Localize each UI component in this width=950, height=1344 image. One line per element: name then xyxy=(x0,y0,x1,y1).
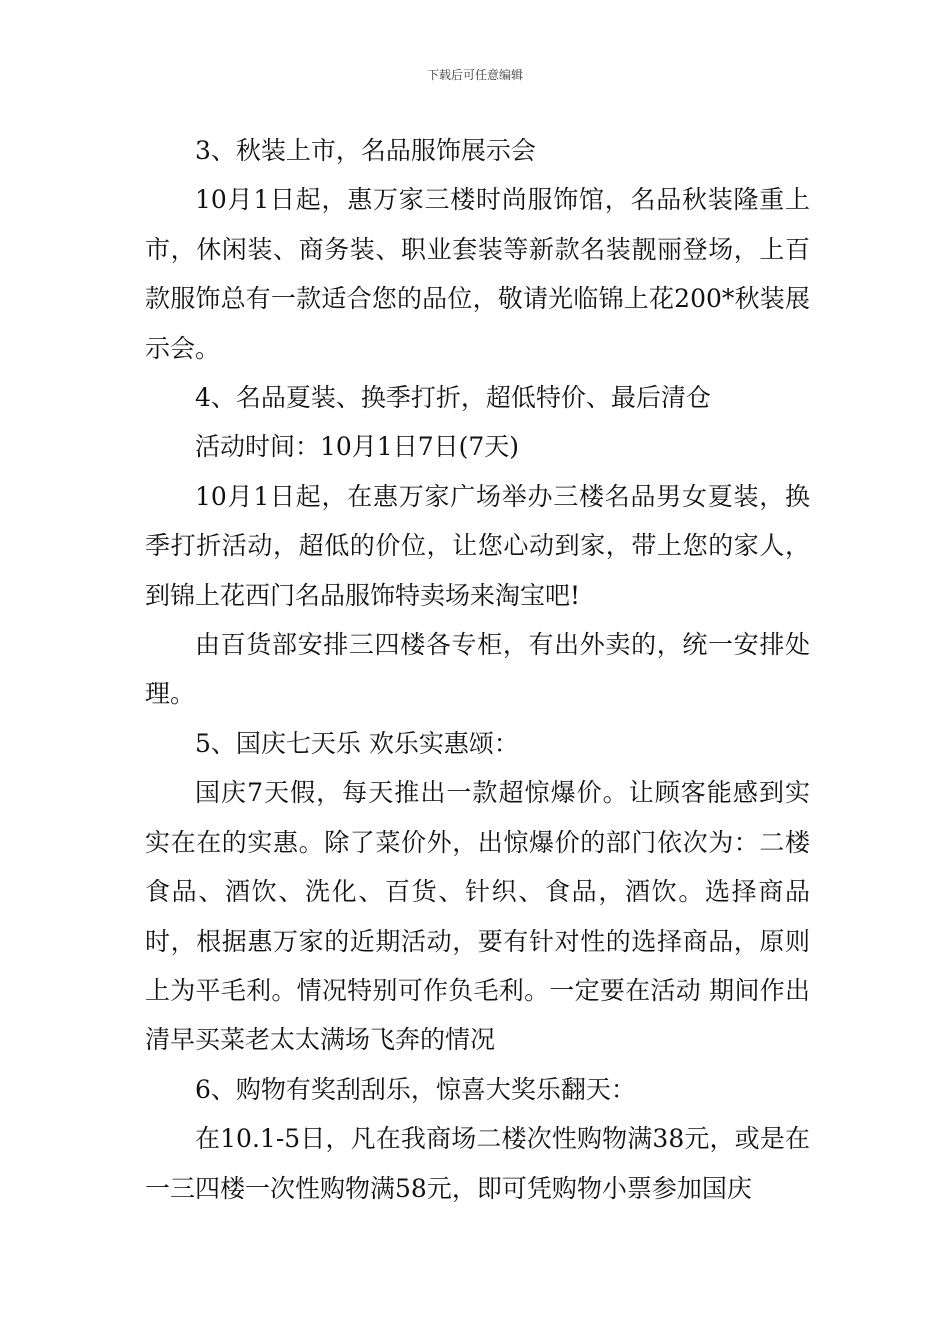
document-body xyxy=(145,126,810,1213)
paragraph: 国庆7天假，每天推出一款超惊爆价。让顾客能感到实实在在的实惠。除了菜价外，出惊爆价的部门依次为：二楼食品、酒饮、洗化、百货、针织、食品，酒饮。选择商品时，根据惠万家的近期活动，要有针对性的选择商品，原则上为平毛利。情况特别可作负毛利。一定要在活动 期间作出清早买菜老太太满场飞奔的情况 xyxy=(145,778,810,1055)
section-heading-5: 5、国庆七天乐 欢乐实惠颂： xyxy=(195,728,519,758)
paragraph: 由百货部安排三四楼各专柜，有出外卖的，统一安排处理。 xyxy=(145,630,810,709)
section-heading-6: 6、购物有奖刮刮乐，惊喜大奖乐翻天： xyxy=(195,1074,636,1104)
page-header: 下载后可任意编辑 xyxy=(426,68,523,82)
paragraph: 10月1日起，惠万家三楼时尚服饰馆，名品秋装隆重上市，休闲装、商务装、职业套装等新款名装靓丽登场，上百款服饰总有一款适合您的品位，敬请光临锦上花200*秋装展示会。 xyxy=(145,185,810,363)
section-heading-3: 3、秋装上市，名品服饰展示会 xyxy=(195,136,536,165)
paragraph: 在10.1-5日，凡在我商场二楼次性购物满38元，或是在一三四楼一次性购物满58元，即可凭购物小票参加国庆 xyxy=(145,1124,810,1203)
section-heading-4: 4、名品夏装、换季打折，超低特价、最后清仓 xyxy=(195,383,711,413)
paragraph: 10月1日起，在惠万家广场举办三楼名品男女夏装，换季打折活动，超低的价位，让您心动到家，带上您的家人，到锦上花西门名品服饰特卖场来淘宝吧! xyxy=(145,481,810,610)
activity-time: 活动时间：10月1日7日(7天) xyxy=(195,432,520,462)
